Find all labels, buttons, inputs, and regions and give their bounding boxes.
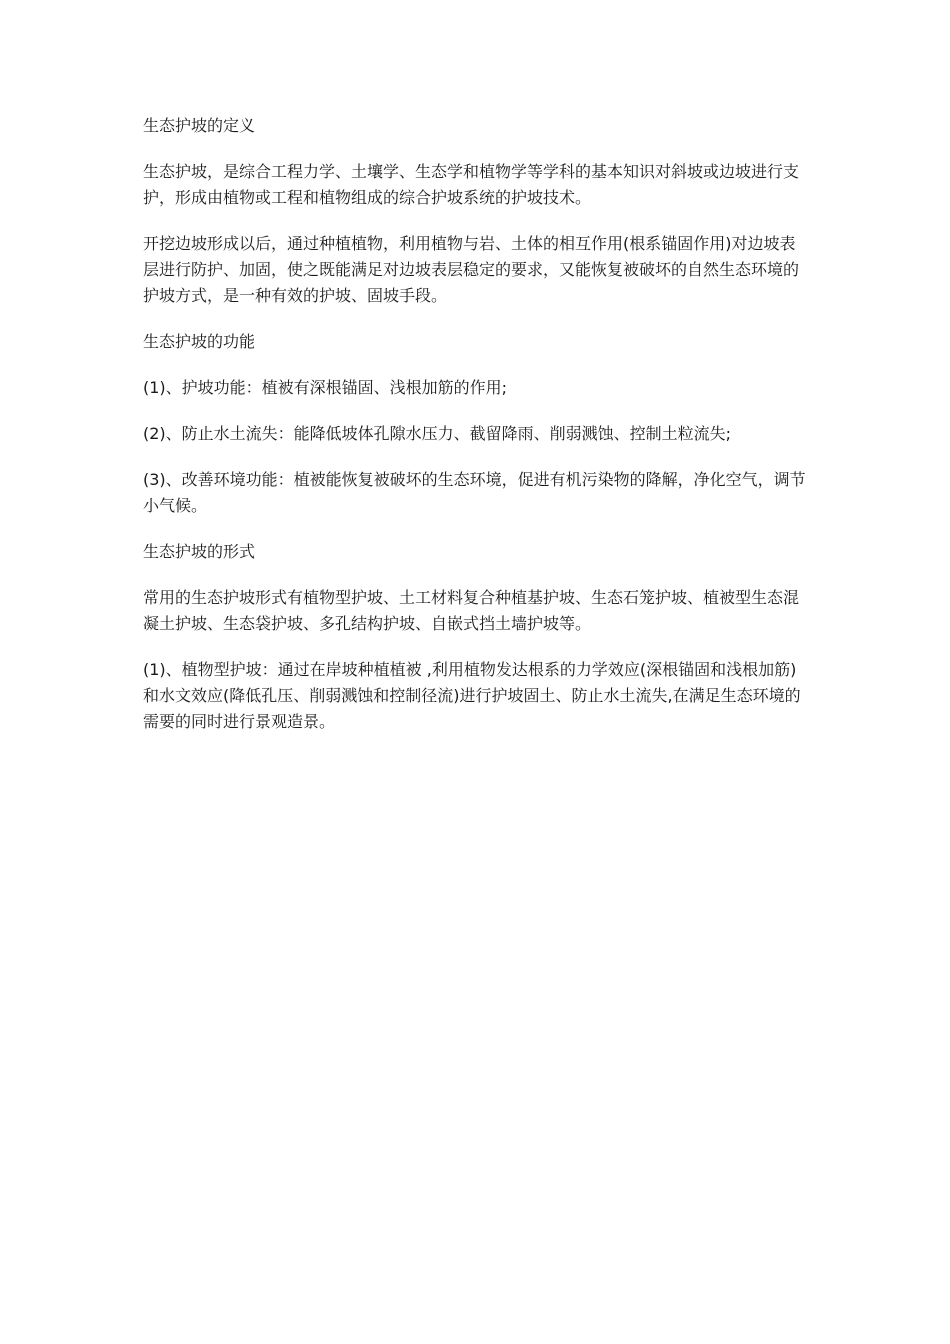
function-item-environment: (3)、改善环境功能：植被能恢复被破坏的生态环境，促进有机污染物的降解，净化空气，调节小气候。 bbox=[143, 470, 806, 515]
paragraph-definition: 生态护坡，是综合工程力学、土壤学、生态学和植物学等学科的基本知识对斜坡或边坡进行支护，形成由植物或工程和植物组成的综合护坡系统的护坡技术。 bbox=[143, 162, 800, 207]
heading-forms: 生态护坡的形式 bbox=[143, 542, 256, 561]
heading-definition: 生态护坡的定义 bbox=[143, 116, 256, 135]
document-body bbox=[143, 113, 811, 755]
paragraph-plant-type: (1)、植物型护坡：通过在岸坡种植植被 ,利用植物发达根系的力学效应(深根锚固和浅根加筋) 和水文效应(降低孔压、削弱溅蚀和控制径流)进行护坡固土、防止水土流失,在满足生态环境的需要的同时进行景观造景。 bbox=[143, 660, 801, 731]
function-item-slope-protection: (1)、护坡功能：植被有深根锚固、浅根加筋的作用; bbox=[143, 378, 508, 397]
function-item-erosion-prevention: (2)、防止水土流失：能降低坡体孔隙水压力、截留降雨、削弱溅蚀、控制土粒流失; bbox=[143, 424, 732, 443]
paragraph-forms: 常用的生态护坡形式有植物型护坡、土工材料复合种植基护坡、生态石笼护坡、植被型生态混凝土护坡、生态袋护坡、多孔结构护坡、自嵌式挡土墙护坡等。 bbox=[143, 588, 800, 633]
heading-functions: 生态护坡的功能 bbox=[143, 332, 256, 351]
paragraph-excavation: 开挖边坡形成以后，通过种植植物，利用植物与岩、土体的相互作用(根系锚固作用)对边坡表层进行防护、加固，使之既能满足对边坡表层稳定的要求，又能恢复被破坏的自然生态环境的护坡方式，是一种有效的护坡、固坡手段。 bbox=[143, 234, 800, 305]
